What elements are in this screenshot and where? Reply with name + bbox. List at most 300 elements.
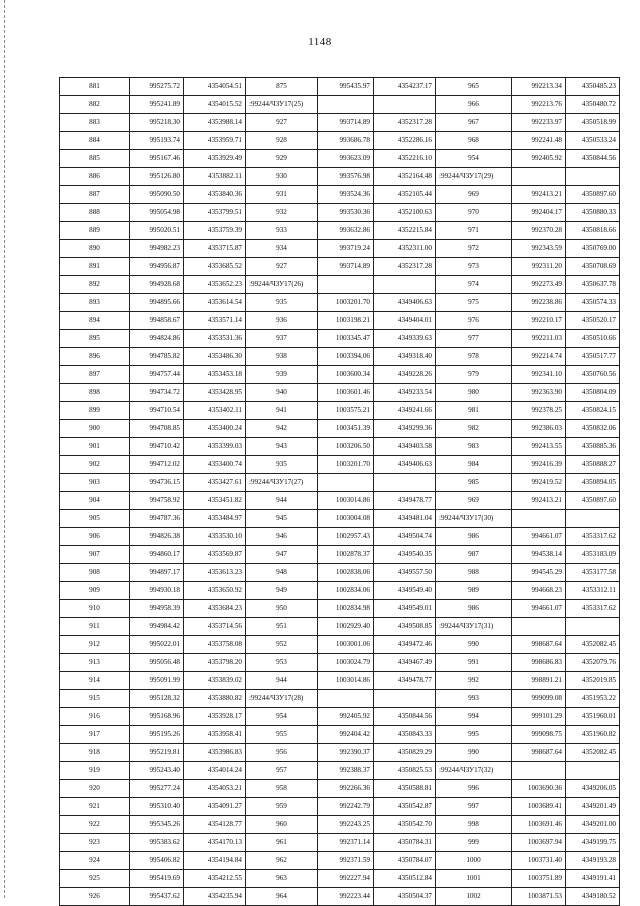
y-coordinate-cell: 4350843.33: [374, 726, 436, 744]
x-coordinate-cell: 995345.26: [130, 816, 184, 834]
x-coordinate-cell: 992223.44: [318, 888, 374, 906]
y-coordinate-cell: 4353613.23: [184, 564, 246, 582]
x-coordinate-cell: 1003731.40: [512, 852, 566, 870]
y-coordinate-cell: 4353531.36: [184, 330, 246, 348]
y-coordinate-cell: 4349478.77: [374, 672, 436, 690]
point-number-cell: 965: [436, 78, 512, 96]
table-row: [60, 96, 620, 114]
x-coordinate-cell: 994710.54: [130, 402, 184, 420]
y-coordinate-cell: 4350897.60: [566, 186, 620, 204]
x-coordinate-cell: 995310.40: [130, 798, 184, 816]
y-coordinate-cell: 4353484.97: [184, 510, 246, 528]
x-coordinate-cell: 993524.36: [318, 186, 374, 204]
y-coordinate-cell: [566, 762, 620, 780]
y-coordinate-cell: 4349201.00: [566, 816, 620, 834]
y-coordinate-cell: 4354014.24: [184, 762, 246, 780]
y-coordinate-cell: 4353530.10: [184, 528, 246, 546]
y-coordinate-cell: 4354237.17: [374, 78, 436, 96]
x-coordinate-cell: 992404.17: [512, 204, 566, 222]
point-number-cell: 918: [60, 744, 130, 762]
table-row: [60, 384, 620, 402]
table-row: [60, 456, 620, 474]
x-coordinate-cell: 1003575.21: [318, 402, 374, 420]
y-coordinate-cell: 4353650.92: [184, 582, 246, 600]
y-coordinate-cell: 4354235.94: [184, 888, 246, 906]
y-coordinate-cell: 4349241.66: [374, 402, 436, 420]
point-number-cell: 883: [60, 114, 130, 132]
point-number-cell: 956: [246, 744, 318, 762]
y-coordinate-cell: 4353880.82: [184, 690, 246, 708]
y-coordinate-cell: 4349549.40: [374, 582, 436, 600]
table-row: [60, 528, 620, 546]
table-row: [60, 276, 620, 294]
x-coordinate-cell: 999098.75: [512, 726, 566, 744]
y-coordinate-cell: 4354015.52: [184, 96, 246, 114]
table-row: [60, 168, 620, 186]
x-coordinate-cell: 994668.23: [512, 582, 566, 600]
y-coordinate-cell: 4352100.63: [374, 204, 436, 222]
point-number-cell: 973: [436, 258, 512, 276]
x-coordinate-cell: 992341.10: [512, 366, 566, 384]
y-coordinate-cell: 4353400.74: [184, 456, 246, 474]
x-coordinate-cell: 992227.94: [318, 870, 374, 888]
y-coordinate-cell: [566, 618, 620, 636]
point-number-cell: 986: [436, 600, 512, 618]
point-number-cell: 994: [436, 708, 512, 726]
x-coordinate-cell: 1002834.98: [318, 600, 374, 618]
x-coordinate-cell: 992371.14: [318, 834, 374, 852]
y-coordinate-cell: 4350769.00: [566, 240, 620, 258]
point-number-cell: 914: [60, 672, 130, 690]
x-coordinate-cell: 998687.64: [512, 744, 566, 762]
point-number-cell: 974: [436, 276, 512, 294]
point-number-cell: 921: [60, 798, 130, 816]
parcel-header-cell: :99244/ЧЗУ17(31): [436, 618, 512, 636]
y-coordinate-cell: 4350844.56: [566, 150, 620, 168]
y-coordinate-cell: 4354091.27: [184, 798, 246, 816]
point-number-cell: 969: [436, 492, 512, 510]
table-row: [60, 222, 620, 240]
y-coordinate-cell: [374, 690, 436, 708]
x-coordinate-cell: 1003198.21: [318, 312, 374, 330]
x-coordinate-cell: 995406.82: [130, 852, 184, 870]
x-coordinate-cell: 992413.21: [512, 492, 566, 510]
y-coordinate-cell: 4350574.33: [566, 294, 620, 312]
x-coordinate-cell: 995277.24: [130, 780, 184, 798]
point-number-cell: 899: [60, 402, 130, 420]
table-row: [60, 474, 620, 492]
x-coordinate-cell: 995056.48: [130, 654, 184, 672]
x-coordinate-cell: 994984.42: [130, 618, 184, 636]
x-coordinate-cell: 1003691.46: [512, 816, 566, 834]
x-coordinate-cell: 995219.81: [130, 744, 184, 762]
table-row: [60, 348, 620, 366]
point-number-cell: 954: [246, 708, 318, 726]
point-number-cell: 898: [60, 384, 130, 402]
y-coordinate-cell: 4351960.01: [566, 708, 620, 726]
y-coordinate-cell: [566, 168, 620, 186]
x-coordinate-cell: [512, 168, 566, 186]
point-number-cell: 961: [246, 834, 318, 852]
y-coordinate-cell: 4350844.56: [374, 708, 436, 726]
y-coordinate-cell: 4353799.51: [184, 204, 246, 222]
x-coordinate-cell: 998891.21: [512, 672, 566, 690]
point-number-cell: 916: [60, 708, 130, 726]
y-coordinate-cell: 4349549.01: [374, 600, 436, 618]
point-number-cell: 992: [436, 672, 512, 690]
y-coordinate-cell: 4353402.11: [184, 402, 246, 420]
y-coordinate-cell: 4350517.77: [566, 348, 620, 366]
point-number-cell: 904: [60, 492, 130, 510]
point-number-cell: 977: [436, 330, 512, 348]
x-coordinate-cell: 992242.79: [318, 798, 374, 816]
y-coordinate-cell: 4353929.49: [184, 150, 246, 168]
point-number-cell: 948: [246, 564, 318, 582]
point-number-cell: 882: [60, 96, 130, 114]
table-row: [60, 78, 620, 96]
y-coordinate-cell: 4353986.83: [184, 744, 246, 762]
point-number-cell: 996: [436, 780, 512, 798]
x-coordinate-cell: 995243.40: [130, 762, 184, 780]
point-number-cell: 896: [60, 348, 130, 366]
x-coordinate-cell: 994895.66: [130, 294, 184, 312]
x-coordinate-cell: 1003014.86: [318, 492, 374, 510]
y-coordinate-cell: 4353453.18: [184, 366, 246, 384]
point-number-cell: 963: [246, 870, 318, 888]
x-coordinate-cell: 993714.89: [318, 258, 374, 276]
y-coordinate-cell: 4349299.36: [374, 420, 436, 438]
point-number-cell: 986: [436, 528, 512, 546]
point-number-cell: 890: [60, 240, 130, 258]
x-coordinate-cell: 994545.29: [512, 564, 566, 582]
table-row: [60, 312, 620, 330]
x-coordinate-cell: 995168.96: [130, 708, 184, 726]
y-coordinate-cell: 4350708.69: [566, 258, 620, 276]
x-coordinate-cell: 1003394.06: [318, 348, 374, 366]
point-number-cell: 980: [436, 384, 512, 402]
x-coordinate-cell: [318, 474, 374, 492]
point-number-cell: 933: [246, 222, 318, 240]
point-number-cell: 895: [60, 330, 130, 348]
point-number-cell: 909: [60, 582, 130, 600]
x-coordinate-cell: [318, 276, 374, 294]
x-coordinate-cell: 994712.02: [130, 456, 184, 474]
point-number-cell: 985: [436, 474, 512, 492]
x-coordinate-cell: 1003201.70: [318, 456, 374, 474]
y-coordinate-cell: 4353798.20: [184, 654, 246, 672]
x-coordinate-cell: 1003751.89: [512, 870, 566, 888]
x-coordinate-cell: 995241.89: [130, 96, 184, 114]
x-coordinate-cell: 995167.46: [130, 150, 184, 168]
point-number-cell: 951: [246, 618, 318, 636]
point-number-cell: 934: [246, 240, 318, 258]
x-coordinate-cell: 994858.67: [130, 312, 184, 330]
point-number-cell: 952: [246, 636, 318, 654]
y-coordinate-cell: 4352019.85: [566, 672, 620, 690]
y-coordinate-cell: 4351953.22: [566, 690, 620, 708]
point-number-cell: 893: [60, 294, 130, 312]
x-coordinate-cell: 1003689.41: [512, 798, 566, 816]
table-row: [60, 114, 620, 132]
x-coordinate-cell: 1003451.39: [318, 420, 374, 438]
coordinates-table-body: [60, 78, 620, 906]
y-coordinate-cell: 4350825.53: [374, 762, 436, 780]
y-coordinate-cell: 4350880.33: [566, 204, 620, 222]
point-number-cell: 935: [246, 456, 318, 474]
x-coordinate-cell: 992405.92: [318, 708, 374, 726]
parcel-header-cell: :99244/ЧЗУ17(32): [436, 762, 512, 780]
point-number-cell: 910: [60, 600, 130, 618]
point-number-cell: 976: [436, 312, 512, 330]
y-coordinate-cell: 4352216.10: [374, 150, 436, 168]
binder-edge: [4, 0, 6, 898]
table-row: [60, 294, 620, 312]
y-coordinate-cell: 4353840.36: [184, 186, 246, 204]
point-number-cell: 990: [436, 636, 512, 654]
y-coordinate-cell: 4353571.14: [184, 312, 246, 330]
y-coordinate-cell: 4353569.87: [184, 546, 246, 564]
x-coordinate-cell: 992363.90: [512, 384, 566, 402]
point-number-cell: 886: [60, 168, 130, 186]
y-coordinate-cell: 4349508.85: [374, 618, 436, 636]
x-coordinate-cell: 994824.86: [130, 330, 184, 348]
point-number-cell: 999: [436, 834, 512, 852]
x-coordinate-cell: 992371.59: [318, 852, 374, 870]
y-coordinate-cell: 4353958.41: [184, 726, 246, 744]
x-coordinate-cell: 992419.52: [512, 474, 566, 492]
y-coordinate-cell: 4349339.63: [374, 330, 436, 348]
x-coordinate-cell: 992388.37: [318, 762, 374, 780]
point-number-cell: 984: [436, 456, 512, 474]
y-coordinate-cell: 4349557.50: [374, 564, 436, 582]
y-coordinate-cell: 4353758.08: [184, 636, 246, 654]
point-number-cell: 955: [246, 726, 318, 744]
point-number-cell: 923: [60, 834, 130, 852]
x-coordinate-cell: 992405.92: [512, 150, 566, 168]
table-row: [60, 726, 620, 744]
table-row: [60, 852, 620, 870]
point-number-cell: 922: [60, 816, 130, 834]
y-coordinate-cell: 4350542.87: [374, 798, 436, 816]
table-row: [60, 834, 620, 852]
y-coordinate-cell: 4350760.56: [566, 366, 620, 384]
point-number-cell: 960: [246, 816, 318, 834]
table-row: [60, 132, 620, 150]
x-coordinate-cell: 999101.29: [512, 708, 566, 726]
x-coordinate-cell: 994930.18: [130, 582, 184, 600]
y-coordinate-cell: 4353614.54: [184, 294, 246, 312]
y-coordinate-cell: 4352079.76: [566, 654, 620, 672]
y-coordinate-cell: 4353652.23: [184, 276, 246, 294]
x-coordinate-cell: 992273.49: [512, 276, 566, 294]
y-coordinate-cell: 4349478.77: [374, 492, 436, 510]
y-coordinate-cell: 4353177.58: [566, 564, 620, 582]
point-number-cell: 995: [436, 726, 512, 744]
x-coordinate-cell: 995126.80: [130, 168, 184, 186]
y-coordinate-cell: [374, 96, 436, 114]
y-coordinate-cell: 4353317.62: [566, 600, 620, 618]
point-number-cell: 990: [436, 744, 512, 762]
point-number-cell: 911: [60, 618, 130, 636]
point-number-cell: 928: [246, 132, 318, 150]
point-number-cell: 968: [436, 132, 512, 150]
x-coordinate-cell: 992233.97: [512, 114, 566, 132]
point-number-cell: 905: [60, 510, 130, 528]
y-coordinate-cell: 4350485.23: [566, 78, 620, 96]
x-coordinate-cell: [512, 762, 566, 780]
point-number-cell: 912: [60, 636, 130, 654]
table-row: [60, 366, 620, 384]
x-coordinate-cell: 992213.34: [512, 78, 566, 96]
parcel-header-cell: :99244/ЧЗУ17(25): [246, 96, 318, 114]
x-coordinate-cell: 1003601.46: [318, 384, 374, 402]
table-row: [60, 258, 620, 276]
x-coordinate-cell: 994736.15: [130, 474, 184, 492]
x-coordinate-cell: 994538.14: [512, 546, 566, 564]
x-coordinate-cell: 993576.98: [318, 168, 374, 186]
y-coordinate-cell: 4349540.35: [374, 546, 436, 564]
x-coordinate-cell: 992210.17: [512, 312, 566, 330]
y-coordinate-cell: 4350894.05: [566, 474, 620, 492]
y-coordinate-cell: 4352286.16: [374, 132, 436, 150]
x-coordinate-cell: 1003690.36: [512, 780, 566, 798]
x-coordinate-cell: 995275.72: [130, 78, 184, 96]
point-number-cell: 938: [246, 348, 318, 366]
point-number-cell: 917: [60, 726, 130, 744]
x-coordinate-cell: 994826.38: [130, 528, 184, 546]
x-coordinate-cell: 994708.85: [130, 420, 184, 438]
y-coordinate-cell: 4349201.49: [566, 798, 620, 816]
point-number-cell: 900: [60, 420, 130, 438]
y-coordinate-cell: 4350818.66: [566, 222, 620, 240]
x-coordinate-cell: 992343.59: [512, 240, 566, 258]
x-coordinate-cell: 994928.68: [130, 276, 184, 294]
y-coordinate-cell: 4353428.95: [184, 384, 246, 402]
x-coordinate-cell: 992413.55: [512, 438, 566, 456]
point-number-cell: 1002: [436, 888, 512, 906]
y-coordinate-cell: 4349199.75: [566, 834, 620, 852]
x-coordinate-cell: 994758.92: [130, 492, 184, 510]
point-number-cell: 966: [436, 96, 512, 114]
coordinates-table: [59, 77, 620, 906]
point-number-cell: 971: [436, 222, 512, 240]
point-number-cell: 972: [436, 240, 512, 258]
x-coordinate-cell: 995218.30: [130, 114, 184, 132]
x-coordinate-cell: 995090.50: [130, 186, 184, 204]
table-row: [60, 672, 620, 690]
y-coordinate-cell: 4350518.99: [566, 114, 620, 132]
table-row: [60, 636, 620, 654]
point-number-cell: 959: [246, 798, 318, 816]
x-coordinate-cell: 995383.62: [130, 834, 184, 852]
point-number-cell: 969: [436, 186, 512, 204]
x-coordinate-cell: 992378.25: [512, 402, 566, 420]
y-coordinate-cell: 4350510.66: [566, 330, 620, 348]
point-number-cell: 950: [246, 600, 318, 618]
point-number-cell: 932: [246, 204, 318, 222]
y-coordinate-cell: 4354128.77: [184, 816, 246, 834]
x-coordinate-cell: 995435.97: [318, 78, 374, 96]
x-coordinate-cell: 1003871.53: [512, 888, 566, 906]
y-coordinate-cell: 4349406.63: [374, 456, 436, 474]
y-coordinate-cell: 4353715.87: [184, 240, 246, 258]
point-number-cell: 887: [60, 186, 130, 204]
y-coordinate-cell: 4350512.84: [374, 870, 436, 888]
y-coordinate-cell: 4349467.49: [374, 654, 436, 672]
point-number-cell: 902: [60, 456, 130, 474]
y-coordinate-cell: 4350588.81: [374, 780, 436, 798]
y-coordinate-cell: 4352311.00: [374, 240, 436, 258]
x-coordinate-cell: 998686.83: [512, 654, 566, 672]
y-coordinate-cell: 4349233.54: [374, 384, 436, 402]
parcel-header-cell: :99244/ЧЗУ17(27): [246, 474, 318, 492]
point-number-cell: 954: [436, 150, 512, 168]
point-number-cell: 919: [60, 762, 130, 780]
y-coordinate-cell: 4353400.24: [184, 420, 246, 438]
y-coordinate-cell: 4353183.09: [566, 546, 620, 564]
y-coordinate-cell: 4350533.24: [566, 132, 620, 150]
x-coordinate-cell: 994710.42: [130, 438, 184, 456]
point-number-cell: 993: [436, 690, 512, 708]
point-number-cell: 927: [246, 258, 318, 276]
point-number-cell: 962: [246, 852, 318, 870]
x-coordinate-cell: 994787.36: [130, 510, 184, 528]
table-row: [60, 618, 620, 636]
point-number-cell: 982: [436, 420, 512, 438]
point-number-cell: 936: [246, 312, 318, 330]
point-number-cell: 941: [246, 402, 318, 420]
point-number-cell: 991: [436, 654, 512, 672]
y-coordinate-cell: 4350637.78: [566, 276, 620, 294]
x-coordinate-cell: 992370.28: [512, 222, 566, 240]
point-number-cell: 875: [246, 78, 318, 96]
point-number-cell: 945: [246, 510, 318, 528]
x-coordinate-cell: 994956.87: [130, 258, 184, 276]
y-coordinate-cell: 4352082.45: [566, 636, 620, 654]
y-coordinate-cell: 4350888.27: [566, 456, 620, 474]
x-coordinate-cell: 992238.86: [512, 294, 566, 312]
x-coordinate-cell: 1003001.06: [318, 636, 374, 654]
y-coordinate-cell: 4353685.52: [184, 258, 246, 276]
x-coordinate-cell: [512, 618, 566, 636]
point-number-cell: 903: [60, 474, 130, 492]
point-number-cell: 1001: [436, 870, 512, 888]
point-number-cell: 885: [60, 150, 130, 168]
table-row: [60, 582, 620, 600]
point-number-cell: 978: [436, 348, 512, 366]
y-coordinate-cell: 4353451.82: [184, 492, 246, 510]
x-coordinate-cell: 1003345.47: [318, 330, 374, 348]
y-coordinate-cell: 4353684.23: [184, 600, 246, 618]
x-coordinate-cell: 992266.36: [318, 780, 374, 798]
x-coordinate-cell: 992211.03: [512, 330, 566, 348]
point-number-cell: 897: [60, 366, 130, 384]
y-coordinate-cell: [374, 474, 436, 492]
x-coordinate-cell: 1002878.37: [318, 546, 374, 564]
y-coordinate-cell: 4349318.40: [374, 348, 436, 366]
point-number-cell: 957: [246, 762, 318, 780]
y-coordinate-cell: 4351960.82: [566, 726, 620, 744]
x-coordinate-cell: 995054.98: [130, 204, 184, 222]
point-number-cell: 931: [246, 186, 318, 204]
table-row: [60, 708, 620, 726]
x-coordinate-cell: 1002834.06: [318, 582, 374, 600]
x-coordinate-cell: 998687.64: [512, 636, 566, 654]
x-coordinate-cell: 1003206.50: [318, 438, 374, 456]
x-coordinate-cell: 995091.99: [130, 672, 184, 690]
point-number-cell: 927: [246, 114, 318, 132]
y-coordinate-cell: 4353399.03: [184, 438, 246, 456]
